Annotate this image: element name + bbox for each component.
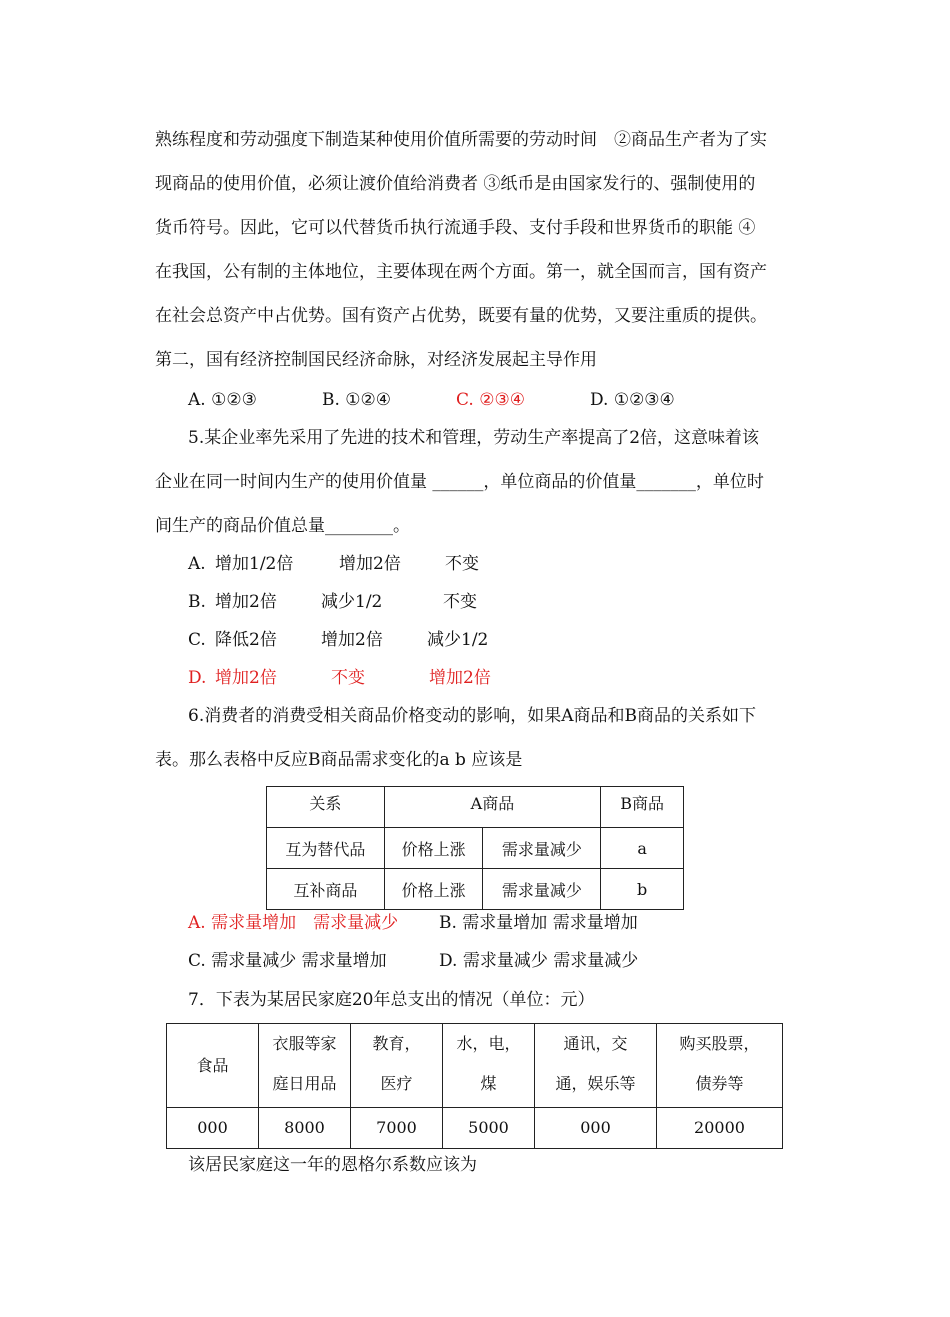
header-cell: B商品	[601, 787, 684, 828]
q4-option-a: A. ①②③	[188, 390, 257, 410]
option-part-1: 降低2倍	[215, 630, 277, 650]
table-cell: a	[601, 828, 684, 869]
table-row	[167, 1108, 783, 1149]
cell-line: 衣服等家	[272, 1034, 337, 1053]
q4-option-c-answer: C. ②③④	[456, 390, 525, 410]
cell-line: 教育，	[372, 1034, 421, 1053]
option-part-3: 不变	[445, 554, 479, 574]
header-cell-education	[351, 1024, 443, 1108]
value-cell: 5000	[443, 1108, 535, 1149]
option-part-3: 减少1/2	[427, 630, 489, 650]
q5-line-3: 间生产的商品价值总量________。	[155, 516, 410, 536]
option-part-3: 增加2倍	[429, 668, 491, 688]
table-header-row	[267, 787, 684, 828]
cell-line: 通讯，交	[563, 1034, 628, 1053]
value-cell: 8000	[259, 1108, 351, 1149]
q6-line-2: 表。那么表格中反应B商品需求变化的a b 应该是	[155, 750, 523, 770]
q7-title: 7．下表为某居民家庭20年总支出的情况（单位：元）	[188, 990, 595, 1010]
cell-line: 庭日用品	[272, 1074, 337, 1093]
table-cell: 价格上涨	[384, 869, 483, 910]
header-cell-food	[167, 1024, 259, 1108]
table-cell: b	[601, 869, 684, 910]
q4-option-b: B. ①②④	[322, 390, 392, 410]
header-cell-communication	[535, 1024, 657, 1108]
option-part-2: 减少1/2	[321, 592, 383, 612]
value-cell: 20000	[657, 1108, 783, 1149]
paragraph-line-4: 在我国，公有制的主体地位，主要体现在两个方面。第一，就全国而言，国有资产	[155, 262, 767, 282]
header-cell-utilities	[443, 1024, 535, 1108]
value-cell: 7000	[351, 1108, 443, 1149]
table-cell: 需求量减少	[483, 869, 601, 910]
option-part-2: 增加2倍	[339, 554, 401, 574]
q6-option-a-answer: A. 需求量增加 需求量减少	[188, 913, 399, 933]
option-part-2: 不变	[331, 668, 365, 688]
header-cell: 关系	[267, 787, 385, 828]
q6-option-c: C. 需求量减少 需求量增加	[188, 951, 387, 971]
cell-line: 债券等	[695, 1074, 744, 1093]
option-letter: A.	[188, 554, 206, 574]
cell-line: 食品	[196, 1055, 229, 1075]
option-part-3: 不变	[443, 592, 477, 612]
cell-line: 医疗	[380, 1074, 413, 1093]
table-row	[267, 869, 684, 910]
q6-relation-table	[266, 786, 684, 910]
paragraph-line-1: 熟练程度和劳动强度下制造某种使用价值所需要的劳动时间 ②商品生产者为了实	[155, 130, 767, 150]
option-part-1: 增加1/2倍	[215, 554, 294, 574]
paragraph-line-5: 在社会总资产中占优势。国有资产占优势，既要有量的优势，又要注重质的提供。	[155, 306, 767, 326]
q6-option-b: B. 需求量增加 需求量增加	[439, 913, 638, 933]
q5-line-1: 5.某企业率先采用了先进的技术和管理，劳动生产率提高了2倍，这意味着该	[188, 428, 760, 448]
value-cell: 000	[535, 1108, 657, 1149]
header-cell-clothing	[259, 1024, 351, 1108]
paragraph-line-6: 第二，国有经济控制国民经济命脉，对经济发展起主导作用	[155, 350, 597, 370]
table-header-row	[167, 1024, 783, 1108]
option-letter: B.	[188, 592, 206, 612]
q6-line-1: 6.消费者的消费受相关商品价格变动的影响，如果A商品和B商品的关系如下	[188, 706, 756, 726]
q4-option-d: D. ①②③④	[590, 390, 675, 410]
table-cell: 互补商品	[267, 869, 385, 910]
cell-line: 水，电，	[456, 1034, 521, 1053]
q6-option-d: D. 需求量减少 需求量减少	[439, 951, 639, 971]
option-part-2: 增加2倍	[321, 630, 383, 650]
paragraph-line-3: 货币符号。因此，它可以代替货币执行流通手段、支付手段和世界货币的职能 ④	[155, 218, 756, 238]
header-cell: A商品	[384, 787, 600, 828]
table-row	[267, 828, 684, 869]
table-cell: 价格上涨	[384, 828, 483, 869]
header-cell-stocks	[657, 1024, 783, 1108]
q7-expense-table	[166, 1023, 783, 1149]
cell-line: 煤	[480, 1074, 497, 1093]
option-part-1: 增加2倍	[215, 592, 277, 612]
table-cell: 互为替代品	[267, 828, 385, 869]
option-part-1: 增加2倍	[215, 668, 277, 688]
option-letter: C.	[188, 630, 206, 650]
cell-line: 购买股票，	[679, 1034, 760, 1053]
option-letter: D.	[188, 668, 207, 688]
cell-line: 通，娱乐等	[555, 1074, 636, 1093]
value-cell: 000	[167, 1108, 259, 1149]
paragraph-line-2: 现商品的使用价值，必须让渡价值给消费者 ③纸币是由国家发行的、强制使用的	[155, 174, 756, 194]
table-cell: 需求量减少	[483, 828, 601, 869]
q5-line-2: 企业在同一时间内生产的使用价值量 ______，单位商品的价值量_______，单位时	[155, 472, 764, 492]
q7-footer: 该居民家庭这一年的恩格尔系数应该为	[188, 1155, 477, 1175]
